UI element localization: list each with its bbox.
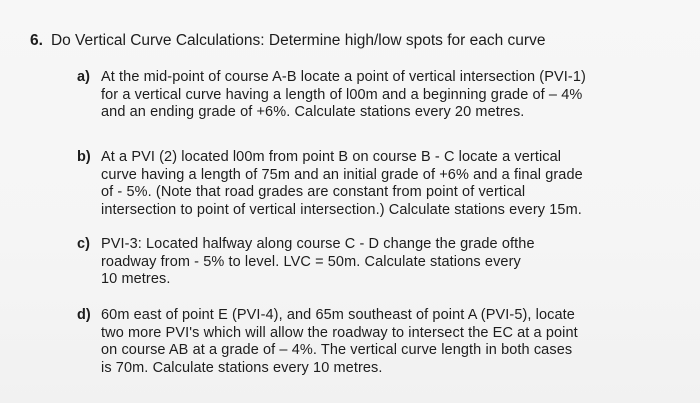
text-line: PVI-3: Located halfway along course C - D change the grade ofthe	[101, 236, 535, 252]
part-c-text	[101, 236, 661, 289]
part-d-text	[101, 307, 661, 377]
text-line: two more PVI's which will allow the roadway to intersect the EC at a point	[101, 324, 578, 341]
text-line: curve having a length of 75m and an initial grade of +6% and a final grade	[101, 166, 583, 183]
question-number: 6.	[30, 32, 43, 49]
part-b-text	[101, 149, 661, 219]
part-a-text	[101, 69, 661, 122]
text-line: is 70m. Calculate stations every 10 metres.	[101, 359, 383, 376]
part-b-label: b)	[77, 149, 91, 165]
part-a-label: a)	[77, 69, 90, 85]
question-title: Do Vertical Curve Calculations: Determine high/low spots for each curve	[50, 32, 546, 49]
text-line: 60m east of point E (PVI-4), and 65m southeast of point A (PVI-5), locate	[101, 307, 575, 323]
text-line: 10 metres.	[101, 271, 171, 287]
text-line: of - 5%. (Note that road grades are constant from point of vertical	[101, 184, 526, 200]
question-heading	[30, 32, 545, 50]
text-line: and an ending grade of +6%. Calculate stations every 20 metres.	[101, 104, 525, 120]
part-d-label: d)	[77, 307, 91, 323]
text-line: on course AB at a grade of – 4%. The vertical curve length in both cases	[101, 342, 573, 358]
text-line: for a vertical curve having a length of l00m and a beginning grade of – 4%	[101, 86, 583, 103]
text-line: intersection to point of vertical intersection.) Calculate stations every 15m.	[101, 201, 582, 218]
text-line: At the mid-point of course A-B locate a point of vertical intersection (PVI-1)	[101, 69, 586, 85]
text-line: roadway from - 5% to level. LVC = 50m. Calculate stations every	[101, 253, 521, 270]
text-line: At a PVI (2) located l00m from point B on course B - C locate a vertical	[101, 149, 562, 165]
part-c-label: c)	[77, 236, 90, 252]
